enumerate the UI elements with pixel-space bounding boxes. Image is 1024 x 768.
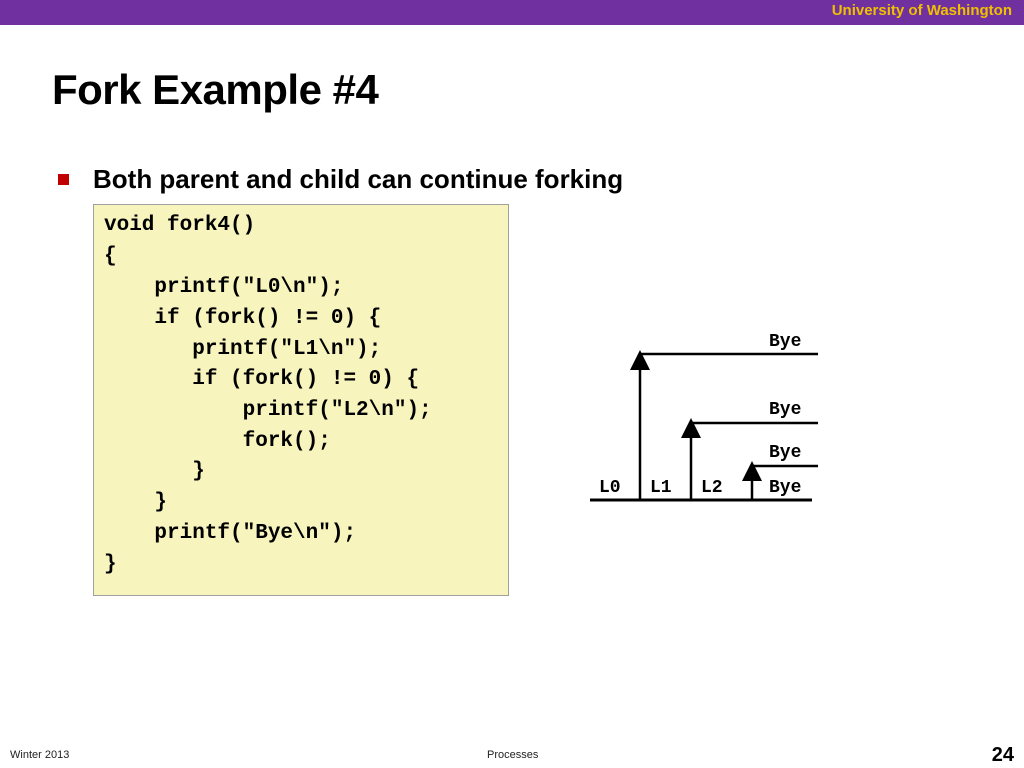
label-l2: L2 [701, 478, 723, 498]
footer-topic: Processes [487, 749, 539, 761]
code-line: } [104, 460, 205, 483]
code-line: printf("L0\n"); [104, 276, 344, 299]
footer-term: Winter 2013 [10, 749, 70, 761]
label-l1: L1 [650, 478, 672, 498]
bye-label: Bye [769, 478, 802, 498]
page-number: 24 [991, 744, 1014, 766]
code-line: printf("L2\n"); [104, 399, 432, 422]
bullet-square-icon [58, 174, 69, 185]
code-line: printf("L1\n"); [104, 338, 382, 361]
label-l0: L0 [599, 478, 621, 498]
slide-title: Fork Example #4 [52, 66, 379, 113]
bullet-item [58, 164, 623, 195]
code-line: void fork4() [104, 214, 256, 237]
code-block [93, 204, 509, 596]
bye-label: Bye [769, 332, 802, 352]
institution-name: University of Washington [831, 2, 1012, 19]
code-line: } [104, 491, 168, 514]
bye-label: Bye [769, 443, 802, 463]
bullet-text: Both parent and child can continue forking [93, 164, 624, 194]
code-line: fork(); [104, 430, 331, 453]
bye-label: Bye [769, 400, 802, 420]
code-line: if (fork() != 0) { [104, 368, 420, 391]
code-line: } [104, 553, 117, 576]
code-line: if (fork() != 0) { [104, 307, 382, 330]
process-graph [580, 320, 830, 510]
code-line: printf("Bye\n"); [104, 522, 357, 545]
code-line: { [104, 245, 117, 268]
header-bar [0, 0, 1024, 25]
